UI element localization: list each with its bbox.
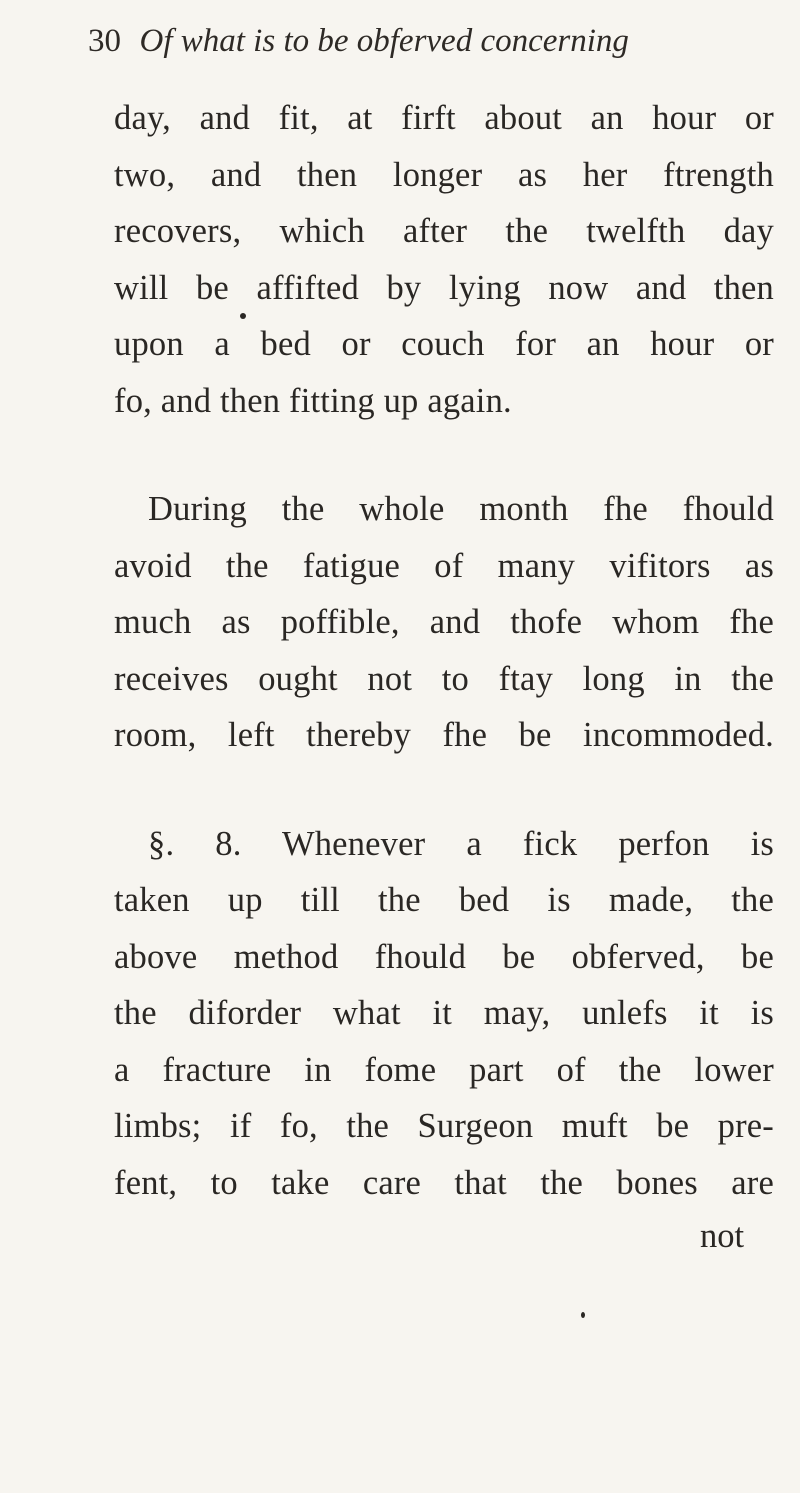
text-line: fent, to take care that the bones are [114, 1163, 774, 1202]
paragraph [114, 90, 774, 429]
text-line: recovers, which after the twelfth day [114, 212, 774, 250]
text-line: the diforder what it may, unlefs it is [114, 994, 774, 1032]
text-line: room, left thereby fhe be incommoded. [114, 716, 774, 754]
body-text [114, 90, 774, 1211]
catchword: not [700, 1217, 745, 1255]
text-line: During the whole month fhe fhould [148, 490, 774, 528]
text-line: day, and fit, at firft about an hour or [114, 99, 774, 137]
text-line: two, and then longer as her ftrength [114, 155, 774, 194]
running-head [88, 18, 629, 63]
text-line: upon a bed or couch for an hour or [114, 325, 774, 363]
text-line: above method fhould be obferved, be [114, 937, 774, 976]
ink-speck [240, 313, 246, 319]
text-line: much as poffible, and thofe whom fhe [114, 603, 774, 641]
text-line: taken up till the bed is made, the [114, 881, 774, 919]
text-line: receives ought not to ftay long in the [114, 659, 774, 698]
ink-speck [581, 1312, 585, 1318]
text-line: avoid the fatigue of many vifitors as [114, 546, 774, 585]
text-line: fo, and then fitting up again. [114, 381, 512, 420]
paragraph [114, 816, 774, 1212]
text-line: §. 8. Whenever a fick perfon is [148, 824, 774, 863]
paragraph [114, 481, 774, 764]
running-title: Of what is to be obferved concerning [139, 23, 629, 59]
text-line: a fracture in fome part of the lower [114, 1050, 774, 1089]
text-line: will be affifted by lying now and then [114, 268, 774, 307]
text-line: limbs; if fo, the Surgeon muft be pre- [114, 1107, 774, 1145]
page-number: 30 [88, 23, 121, 59]
